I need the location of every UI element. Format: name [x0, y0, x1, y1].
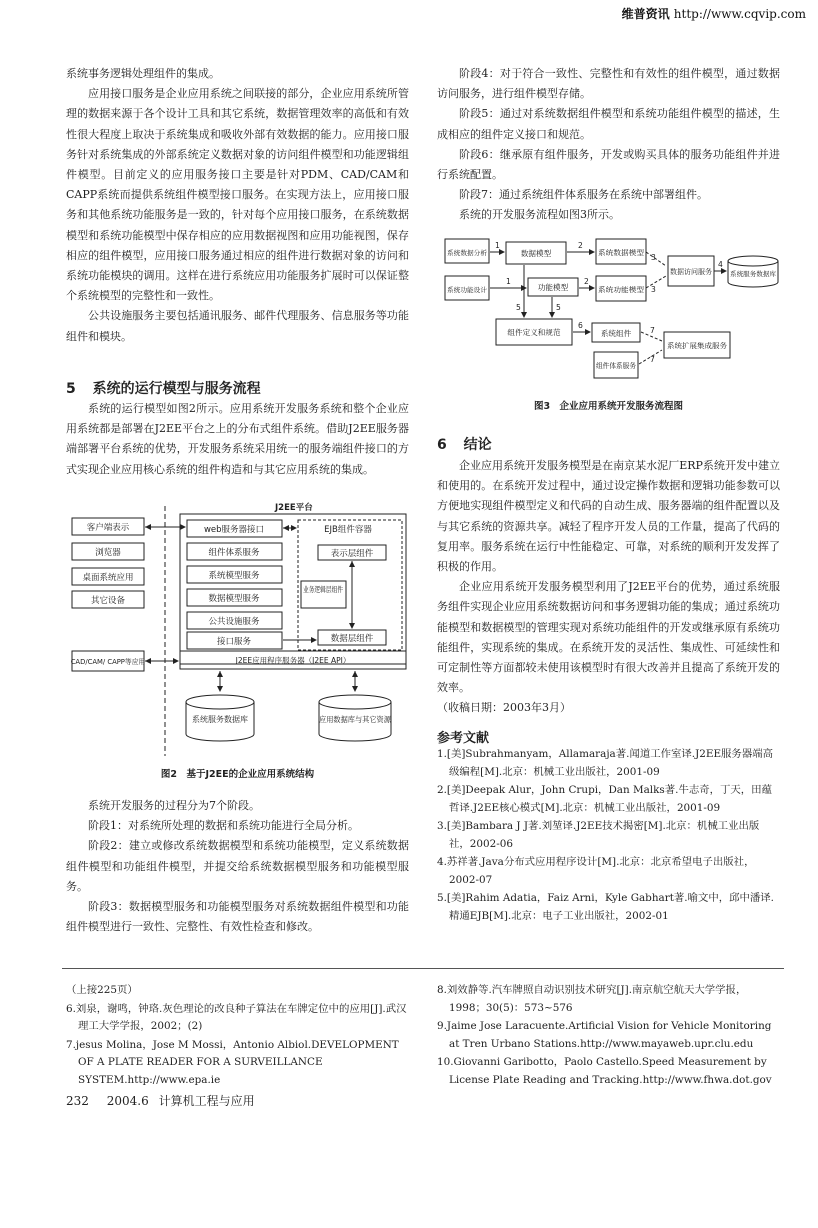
- continued-note: （上接225页）: [66, 984, 138, 996]
- service-label: 接口服务: [216, 637, 252, 647]
- reference-item: 10.Giovanni Garibotto，Paolo Castello.Speed Measurement by License Plate Reading and Tracking.http://www.fhwa.dot.gov: [437, 1056, 772, 1086]
- paragraph: 系统事务逻辑处理组件的集成。: [66, 67, 220, 80]
- section-number: 6: [437, 437, 447, 453]
- flow-step-number: 3: [651, 285, 656, 294]
- paragraph: 应用接口服务是企业应用系统之间联接的部分，企业应用系统所管理的数据来源于各个设计工具和其它系统，数据管理效率的高低和有效性很大程度上取决于系统集成和吸收外部有效数据的能力。应用接口服务针对系统集成的外部系统定义数据对象的访问组件模型和功能逻辑组件模型。目前定义的应用服务接口主要是针对PDM、CAD/CAM和CAPP系统而提供系统组件模型接口服务。在实现方法上，应用接口服务和其他系统功能服务是一致的，针对每个应用接口服务，在系统数据模型和系统功能模型中保存相应的应用数据视图和应用功能视图，保存相应的组件模型，应用接口服务通过相应的组件进行数据对象的访问和系统功能模块的调用。这样在进行系统应用功能服务扩展时可以保证整个系统模型的完整性和一致性。: [66, 87, 409, 303]
- conclusion-body: [437, 456, 780, 719]
- db-label: 应用数据库与其它资源: [319, 715, 391, 724]
- client-label: 其它设备: [90, 596, 126, 606]
- layer-label: 表示层组件: [330, 549, 374, 559]
- paragraph: 阶段4：对于符合一致性、完整性和有效性的组件模型，通过数据访问服务，进行组件模型存储。: [437, 67, 780, 101]
- figure-3-diagram: [444, 236, 780, 382]
- section-title: 系统的运行模型与服务流程: [92, 381, 261, 397]
- cad-label: CAD/CAM/ CAPP等应用: [70, 658, 146, 666]
- flow-box-label: 系统功能模型: [598, 286, 638, 294]
- flow-box-label: 功能模型: [537, 283, 569, 292]
- paragraph: 企业应用系统开发服务模型利用了J2EE平台的优势，通过系统服务组件实现企业应用系统数据访问和事务逻辑功能的集成；通过系统功能模型和数据模型的管理实现对系统功能组件的开发或继承原有系统功能组件，实现系统的集成。在系统开发的灵活性、集成性、可延续性和可定制性等方面都较未使用该模型时有很大改善并且提高了系统开发的效率。: [437, 580, 780, 695]
- reference-item: 7.jesus Molina，Jose M Mossi，Antonio Albiol.DEVELOPMENT OF A PLATE READER FOR A SURVEILLANCE SYSTEM.http://www.epa.ie: [66, 1038, 399, 1086]
- flow-step-number: 2: [584, 277, 589, 286]
- references-heading: 参考文献: [437, 731, 490, 746]
- section-number: 5: [66, 381, 76, 397]
- flow-step-number: 5: [516, 303, 521, 312]
- flow-box-label: 数据模型: [520, 249, 552, 258]
- paragraph: 系统的开发服务流程如图3所示。: [459, 208, 620, 222]
- page-number: 232: [66, 1094, 89, 1108]
- flow-box-label: 数据访问服务: [670, 268, 710, 276]
- site-header: [622, 5, 806, 22]
- paragraph: 系统的运行模型如图2所示。应用系统开发服务系统和整个企业应用系统都是部署在J2EE平台之上的分布式组件系统。借助J2EE服务器端部署平台系统的优势，开发服务系统采用统一的服务端组件接口的方式实现企业应用核心系统的组件构造和与其它应用系统的集成。: [66, 402, 409, 476]
- site-url[interactable]: http://www.cqvip.com: [673, 7, 806, 21]
- reference-item: 9.Jaime Jose Laracuente.Artificial Vision for Vehicle Monitoring at Tren Urbano Stations.http://www.mayaweb.upr.clu.edu: [437, 1020, 772, 1050]
- section-6-heading: [437, 434, 492, 454]
- footer-rule: [62, 968, 784, 969]
- paragraph: 阶段1：对系统所处理的数据和系统功能进行全局分析。: [88, 819, 359, 833]
- flow-step-number: 7: [650, 355, 655, 364]
- flow-box-label: 系统扩展集成服务: [667, 342, 720, 350]
- flow-step-number: 6: [578, 321, 583, 330]
- figure-3-caption: 图3 企业应用系统开发服务流程图: [533, 401, 684, 412]
- flow-box-label: 组件定义和规范: [507, 328, 561, 337]
- service-label: 公共设施服务: [208, 617, 260, 627]
- references-list: [437, 746, 780, 926]
- client-label: 客户端表示: [86, 523, 130, 533]
- paragraph: 阶段3：数据模型服务和功能模型服务对系统数据组件模型和功能组件模型进行一致性、完整性、有效性检查和修改。: [66, 900, 409, 934]
- flow-step-number: 3: [651, 253, 656, 262]
- flow-step-number: 1: [495, 241, 500, 250]
- flow-step-number: 2: [578, 241, 583, 250]
- paragraph: 阶段2：建立或修改系统数据模型和系统功能模型，定义系统数据组件模型和功能组件模型，并提交给系统数据模型服务和功能模型服务。: [66, 839, 409, 893]
- service-label: 组件体系服务: [208, 548, 260, 558]
- paragraph: 阶段7：通过系统组件体系服务在系统中部署组件。: [459, 188, 708, 202]
- reference-item: 3.[美]Bambara J J著.刘堃译.J2EE技术揭密[M].北京：机械工业出版社，2002-06: [437, 820, 760, 850]
- flow-step-number: 4: [718, 260, 723, 269]
- service-label: 数据模型服务: [208, 594, 260, 604]
- reference-item: 6.刘泉，谢鸣，钟珞.灰色理论的改良种子算法在车牌定位中的应用[J].武汉理工大学学报，2002；(2): [66, 1002, 407, 1032]
- paragraph: 企业应用系统开发服务模型是在南京某水泥厂ERP系统开发中建立和使用的。在系统开发过程中，通过设定操作数据和逻辑功能参数可以方便地实现组件模型定义和代码的自动生成、服务器端的组件配置以及与其它系统的资源共享。减轻了程序开发人员的工作量，提高了代码的复用率。服务系统在运行中性能稳定、可靠，对系统的顺利开发发挥了积极的作用。: [437, 459, 780, 574]
- flow-step-number: 7: [650, 326, 655, 335]
- flow-box-label: 系统功能设计: [447, 286, 486, 294]
- left-column: [66, 64, 409, 347]
- flow-step-number: 5: [556, 303, 561, 312]
- issue-date: 2004.6: [106, 1094, 149, 1108]
- reference-item: 1.[美]Subrahmanyam，Allamaraja著.闻道工作室译.J2EE服务器端高级编程[M].北京：机械工业出版社，2001-09: [437, 748, 773, 778]
- paragraph: 系统开发服务的过程分为7个阶段。: [88, 799, 260, 812]
- right-column-top: [437, 64, 780, 226]
- section-title: 结论: [463, 437, 492, 453]
- reference-item: 4.苏祥著.Java分布式应用程序设计[M].北京：北京希望电子出版社，2002-07: [437, 856, 755, 886]
- journal-name: 计算机工程与应用: [158, 1094, 255, 1108]
- received-date: （收稿日期：2003年3月）: [437, 701, 571, 715]
- service-label: 系统模型服务: [208, 571, 260, 581]
- paragraph: 阶段5：通过对系统数据组件模型和系统功能组件模型的描述，生成相应的组件定义接口和规范。: [437, 107, 780, 141]
- page-footer: [66, 1092, 255, 1109]
- service-label: web服务器接口: [203, 525, 265, 535]
- section-5-heading: [66, 378, 261, 398]
- flow-box-label: 组件体系服务: [596, 362, 637, 370]
- platform-label: J2EE平台: [275, 503, 313, 513]
- reference-item: 2.[美]Deepak Alur，John Crupi，Dan Malks著.牛志奇，丁天，田蕴哲译.J2EE核心模式[M].北京：机械工业出版社，2001-09: [437, 784, 772, 814]
- flow-box-label: 系统组件: [600, 329, 632, 338]
- client-label: 桌面系统应用: [82, 573, 134, 583]
- continued-references-right: [437, 982, 780, 1090]
- flow-step-number: 1: [506, 277, 511, 286]
- ejb-container-label: EJB组件容器: [324, 525, 372, 535]
- layer-label: 数据层组件: [330, 634, 374, 644]
- db-label: 系统服务数据库: [192, 715, 248, 724]
- paragraph: 公共设施服务主要包括通讯服务、邮件代理服务、信息服务等功能组件和模块。: [66, 309, 409, 343]
- section-5-body: [66, 399, 409, 480]
- layer-label: 业务逻辑层组件: [303, 585, 356, 594]
- client-label: 浏览器: [95, 548, 121, 558]
- brand-name: 维普资讯: [621, 7, 670, 21]
- continued-references-left: [66, 982, 409, 1090]
- paragraph: 阶段6：继承原有组件服务，开发或购买具体的服务功能组件并进行系统配置。: [437, 147, 780, 182]
- reference-item: 8.刘效静等.汽车牌照自动识别技术研究[J].南京航空航天大学学报，1998；30(5)：573~576: [437, 984, 747, 1014]
- flow-db-label: 系统服务数据库: [730, 270, 775, 278]
- figure-2-caption: 图2 基于J2EE的企业应用系统结构: [160, 769, 315, 780]
- flow-box-label: 系统数据分析: [447, 249, 486, 257]
- api-label: J2EE应用程序服务器（J2EE API）: [235, 656, 351, 665]
- process-steps: [66, 796, 409, 937]
- flow-box-label: 系统数据模型: [598, 249, 638, 257]
- reference-item: 5.[美]Rahim Adatia，Faiz Arni，Kyle Gabhart著.喻文中，邱中潘译.精通EJB[M].北京：电子工业出版社，2002-01: [437, 892, 774, 922]
- figure-2-diagram: [70, 498, 410, 760]
